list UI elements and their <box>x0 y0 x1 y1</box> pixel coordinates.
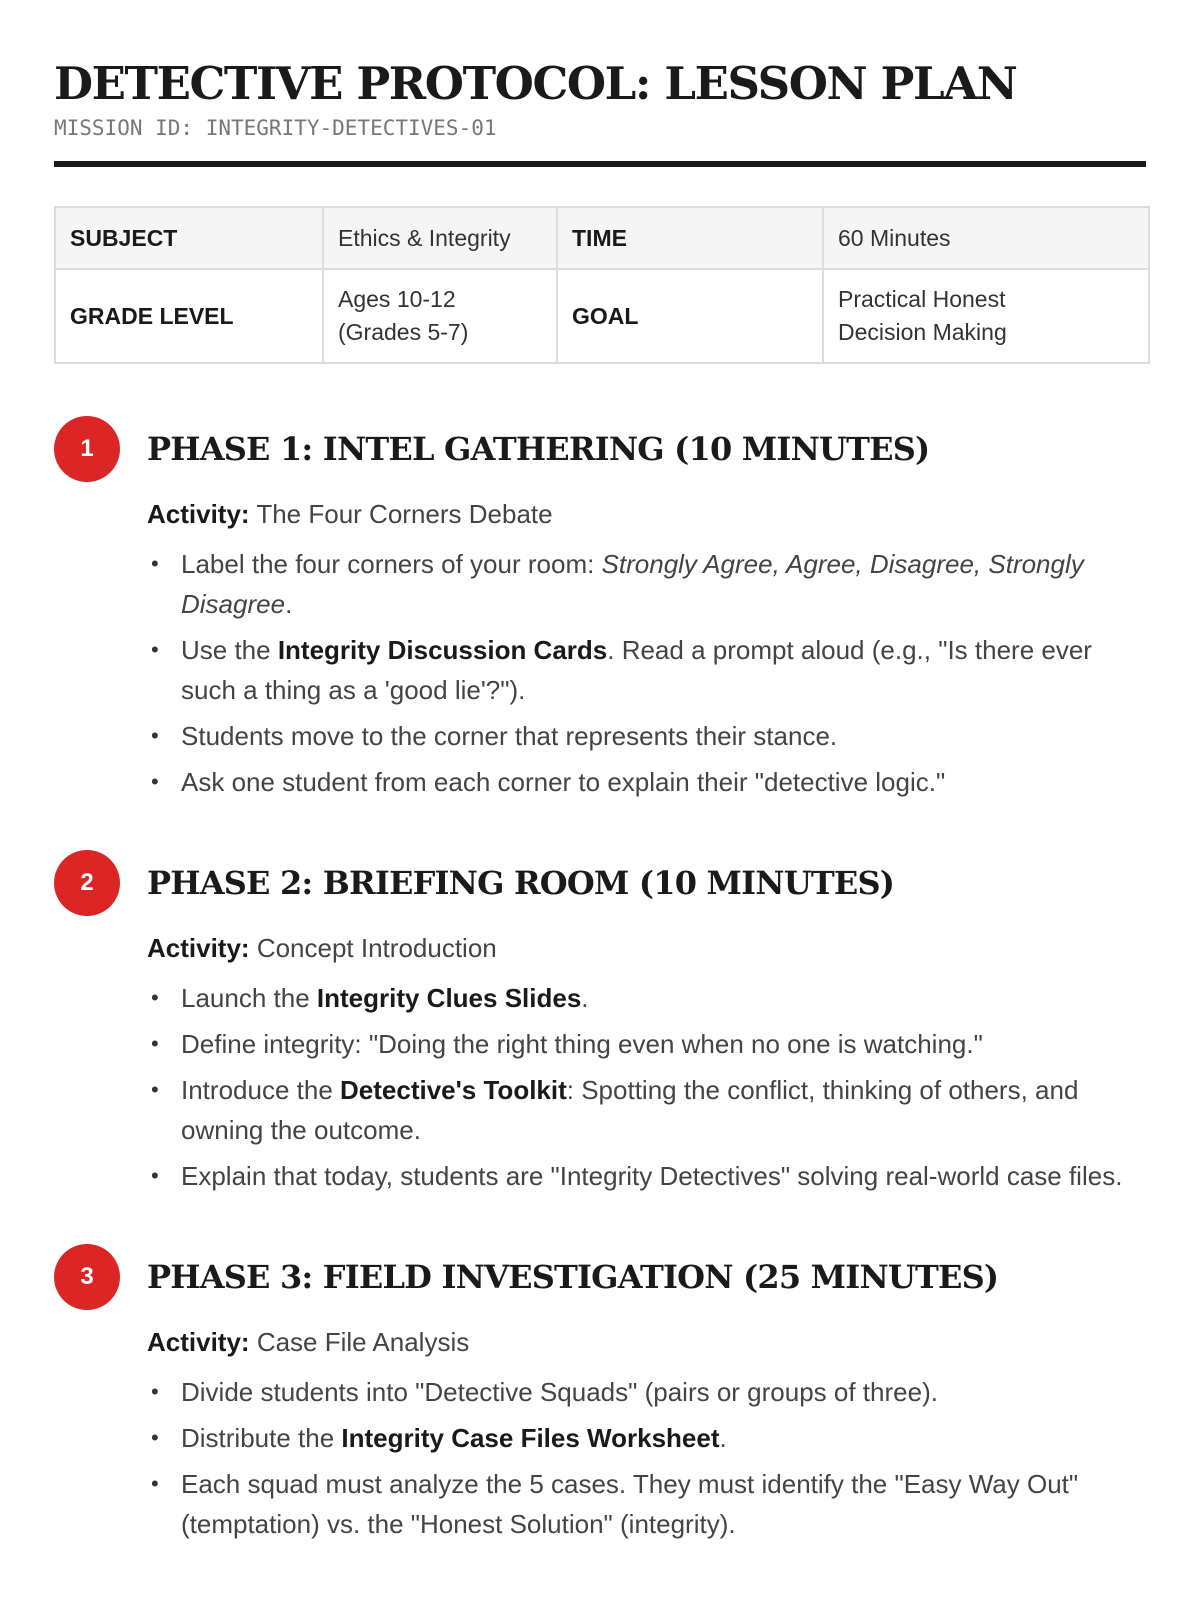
phase-number-badge: 3 <box>54 1244 120 1310</box>
list-item <box>147 1070 1146 1150</box>
step-text: Distribute the <box>181 1423 342 1453</box>
subject-label: SUBJECT <box>55 207 323 269</box>
step-bold: Integrity Case Files Worksheet <box>341 1423 720 1453</box>
activity-line <box>147 1324 1146 1360</box>
title-divider <box>54 161 1146 167</box>
list-item <box>147 1418 1146 1458</box>
table-row <box>55 207 1149 269</box>
activity-name: The Four Corners Debate <box>256 499 553 529</box>
step-text: Each squad must analyze the 5 cases. They must identify the "Easy Way Out" (temptation) vs. the "Honest Solution" (integrity). <box>181 1469 1079 1539</box>
list-item <box>147 630 1146 710</box>
step-text: Explain that today, students are "Integrity Detectives" solving real-world case files. <box>181 1161 1123 1191</box>
grade-level-line: Ages 10-12 <box>338 286 456 312</box>
goal-value <box>823 269 1149 363</box>
activity-label: Activity: <box>147 1327 250 1357</box>
step-bold: Detective's Toolkit <box>340 1075 567 1105</box>
step-bold: Integrity Clues Slides <box>316 983 582 1013</box>
step-text: . <box>285 589 293 619</box>
document-header <box>54 0 1146 167</box>
list-item <box>147 544 1146 624</box>
phase-section <box>54 850 1146 1196</box>
phase-number-badge: 1 <box>54 416 120 482</box>
goal-label: GOAL <box>557 269 823 363</box>
grade-level-value <box>323 269 557 363</box>
activity-label: Activity: <box>147 499 250 529</box>
step-text: Define integrity: "Doing the right thing even when no one is watching." <box>181 1029 983 1059</box>
step-emphasis: Strongly Agree, Agree, Disagree, Strongly Disagree <box>181 549 1084 619</box>
phase-title: PHASE 1: INTEL GATHERING (10 MINUTES) <box>147 430 930 468</box>
step-text: Introduce the <box>181 1075 340 1105</box>
step-text: Use the <box>181 635 278 665</box>
list-item <box>147 1464 1146 1544</box>
step-text: : Spotting the conflict, thinking of others, and owning the outcome. <box>181 1075 1079 1145</box>
step-list <box>147 544 1146 802</box>
bullet-icon: • <box>151 551 159 576</box>
step-text: Divide students into "Detective Squads" (pairs or groups of three). <box>181 1377 938 1407</box>
phase-section <box>54 1244 1146 1544</box>
step-text: Students move to the corner that represents their stance. <box>181 721 838 751</box>
phase-title: PHASE 3: FIELD INVESTIGATION (25 MINUTES) <box>147 1258 999 1296</box>
bullet-icon: • <box>151 769 159 794</box>
phase-section <box>54 416 1146 802</box>
activity-name: Concept Introduction <box>256 933 497 963</box>
step-text: Label the four corners of your room: <box>181 549 602 579</box>
list-item <box>147 1024 1146 1064</box>
grade-level-label: GRADE LEVEL <box>55 269 323 363</box>
step-text: . Read a prompt aloud (e.g., "Is there ever such a thing as a 'good lie'?"). <box>181 635 1092 705</box>
activity-line <box>147 496 1146 532</box>
bullet-icon: • <box>151 1471 159 1496</box>
activity-label: Activity: <box>147 933 250 963</box>
step-text: Launch the <box>181 983 317 1013</box>
step-list <box>147 1372 1146 1544</box>
bullet-icon: • <box>151 1077 159 1102</box>
time-label: TIME <box>557 207 823 269</box>
step-text: . <box>719 1423 727 1453</box>
bullet-icon: • <box>151 985 159 1010</box>
time-value: 60 Minutes <box>823 207 1149 269</box>
lesson-info-table <box>54 206 1150 364</box>
bullet-icon: • <box>151 637 159 662</box>
step-text: . <box>581 983 589 1013</box>
bullet-icon: • <box>151 1031 159 1056</box>
list-item <box>147 1372 1146 1412</box>
bullet-icon: • <box>151 723 159 748</box>
list-item <box>147 1156 1146 1196</box>
phase-number-badge: 2 <box>54 850 120 916</box>
bullet-icon: • <box>151 1163 159 1188</box>
step-text: Ask one student from each corner to explain their "detective logic." <box>181 767 946 797</box>
subject-value: Ethics & Integrity <box>323 207 557 269</box>
bullet-icon: • <box>151 1425 159 1450</box>
phase-title: PHASE 2: BRIEFING ROOM (10 MINUTES) <box>147 864 895 902</box>
list-item <box>147 978 1146 1018</box>
goal-line: Decision Making <box>838 319 1007 345</box>
activity-name: Case File Analysis <box>256 1327 470 1357</box>
goal-line: Practical Honest <box>838 286 1006 312</box>
step-list <box>147 978 1146 1196</box>
bullet-icon: • <box>151 1379 159 1404</box>
step-bold: Integrity Discussion Cards <box>277 635 608 665</box>
grade-level-line: (Grades 5-7) <box>338 319 469 345</box>
list-item <box>147 716 1146 756</box>
page-title: DETECTIVE PROTOCOL: LESSON PLAN <box>54 57 1017 110</box>
list-item <box>147 762 1146 802</box>
mission-id: MISSION ID: INTEGRITY-DETECTIVES-01 <box>54 116 497 140</box>
table-row <box>55 269 1149 363</box>
activity-line <box>147 930 1146 966</box>
